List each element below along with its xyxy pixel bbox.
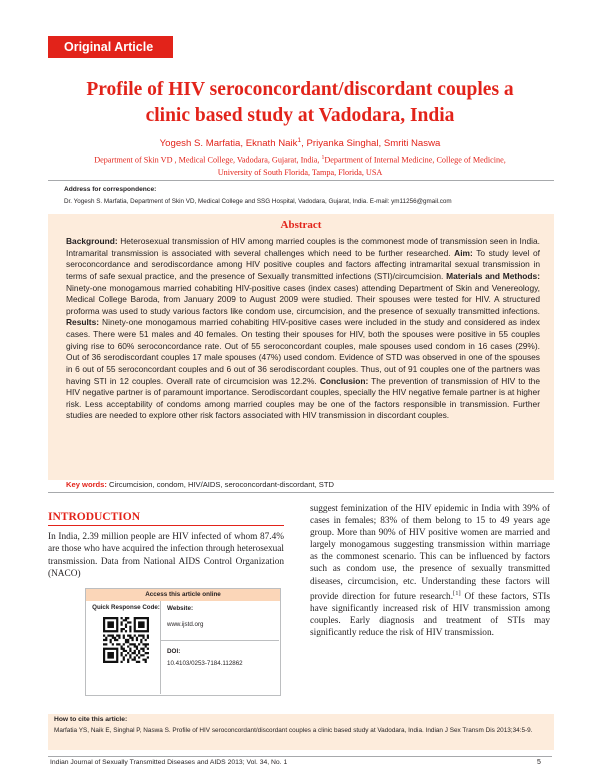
conclusion-label: Conclusion: [319, 375, 369, 386]
correspondence-text: Dr. Yogesh S. Marfatia, Department of Skin VD, Medical College and SSG Hospital, Vadodara, Gujarat, India. E-mail: ym11256@gmail.com [64, 198, 452, 205]
section-tag: Original Article [48, 36, 173, 58]
methods-label: Materials and Methods: [446, 270, 540, 281]
doi-link[interactable]: 10.4103/0253-7184.112862 [167, 660, 243, 667]
intro-col1: In India, 2.39 million people are HIV infected of whom 87.4% are those who have acquired the infection through heterosexual transmission. Data from National AIDS Control Organization (NACO) [48, 532, 284, 579]
page-number: 5 [537, 759, 541, 766]
background-text: Heterosexual transmission of HIV among married couples is the commonest mode of transmission seen in India. Intramarital transmission is associated with several challenges which need to be further researched. [66, 236, 540, 258]
divider-keywords [48, 492, 554, 493]
keywords-label: Key words: [66, 480, 107, 489]
affiliations [55, 152, 545, 179]
affiliation-1: Department of Skin VD , Medical College, Vadodara, Gujarat, India, [94, 155, 322, 165]
access-divider-h [161, 640, 279, 641]
intro-col2-text-a: suggest feminization of the HIV epidemic in India with 39% of cases in females; 83% of them belong to 15 to 49 years age group. More than 90% of HIV positive women are married and largely monogamous suggesting transmission within marriage as the commonest scenario. This can be influenced by factors such as condom use, the presence of sexually transmitted diseases, circumcision, etc. Understanding these factors will provide direction for future research. [310, 504, 550, 602]
footer-journal: Indian Journal of Sexually Transmitted Diseases and AIDS 2013; Vol. 34, No. 1 [50, 759, 288, 766]
results-text: Ninety-one monogamous married cohabiting HIV-positive cases were included in the study and considered as index cases. There were 51 males and 40 females. On testing their spouses for HIV, both the spouses were positive in 55 couples giving rise to 60% seroconcordance rate. Out of 55 seroconcordant couples, male spouses used condom in 16 cases (29%). Out of 36 serodiscordant couples 17 male spouses (47%) used condom. Evidence of STD was observed in one of the spouses in 6 out of 55 seroconcordant couples and 6 out of 36 serodiscordant couples. Thus, out of 91 couples one of the partners was having STI in 12 couples. Overall rate of circumcision was 12.2%. [66, 317, 540, 386]
aim-text: To study level of seroconcordance and serodiscordance among HIV positive couples and factors affecting intramarital sexual transmission in terms of safe sexual practice, and the presence of Sexually transmitted infections (STI)/circumcision. [66, 247, 540, 281]
access-title: Access this article online [86, 589, 280, 601]
website-link[interactable]: www.ijstd.org [167, 621, 204, 628]
footer-rule [48, 756, 552, 757]
correspondence-heading: Address for correspondence: [64, 186, 157, 193]
abstract-heading: Abstract [280, 219, 322, 231]
doi-label: DOI: [167, 648, 181, 655]
affiliation-sup: 1 [321, 155, 325, 161]
authors-sup: 1 [297, 137, 302, 144]
divider-top [48, 180, 554, 181]
website-label: Website: [167, 605, 194, 612]
qr-code-icon[interactable] [103, 617, 149, 663]
intro-rule [48, 525, 284, 526]
keywords-text: Circumcision, condom, HIV/AIDS, seroconcordant-discordant, STD [106, 480, 334, 489]
methods-text: Ninety-one monogamous married cohabiting HIV-positive cases (index cases) attending Department of Skin and Venereology, Medical College Baroda, from January 2009 to August 2009 were studied. Their spouses were tested for HIV. A structured proforma was used to study various factors like condom use, circumcision, and the presence of sexually transmitted infections. [66, 282, 540, 316]
conclusion-text: The prevention of transmission of HIV to the HIV negative partner is of paramount importance. Serodiscordant couples, specially the HIV negative female partner is at higher risk. Less acceptability of condoms among married couples may be one of the factors responsible in transmission. Further studies are needed to explore other risk factors associated with HIV transmission in discordant couples. [66, 375, 541, 421]
article-title [40, 77, 560, 129]
background-label: Background: [66, 236, 118, 246]
authors-rest: , Priyanka Singhal, Smriti Naswa [301, 138, 441, 150]
citation-heading: How to cite this article: [54, 716, 128, 723]
abstract-body [66, 236, 540, 422]
reference-1[interactable]: [1] [453, 589, 461, 597]
keywords [66, 480, 540, 489]
authors-main: Yogesh S. Marfatia, Eknath Naik [159, 138, 298, 150]
qr-label: Quick Response Code: [92, 604, 160, 611]
intro-heading: INTRODUCTION [48, 511, 141, 523]
intro-col2 [310, 503, 550, 639]
results-label: Results: [66, 317, 100, 328]
title-line-1: Profile of HIV seroconcordant/discordant couples a [86, 79, 514, 100]
aim-label: Aim: [454, 247, 473, 258]
author-list [40, 137, 560, 149]
affiliation-2: Department of Internal Medicine, College of Medicine, [324, 155, 506, 165]
title-line-2: clinic based study at Vadodara, India [145, 105, 455, 126]
affiliation-3: University of South Florida, Tampa, Florida, USA [217, 167, 383, 177]
citation-text: Marfatia YS, Naik E, Singhal P, Naswa S. Profile of HIV seroconcordant/discordant couples a clinic based study at Vadodara, India. Indian J Sex Transm Dis 2013;34:5-9. [54, 727, 533, 734]
intro-col2-text-b: Of these factors, STIs have significantly increased risk of HIV transmission among couples. Early diagnosis and treatment of STIs may significantly reduce the risk of HIV transmission. [310, 591, 550, 639]
access-divider-v [160, 601, 161, 694]
